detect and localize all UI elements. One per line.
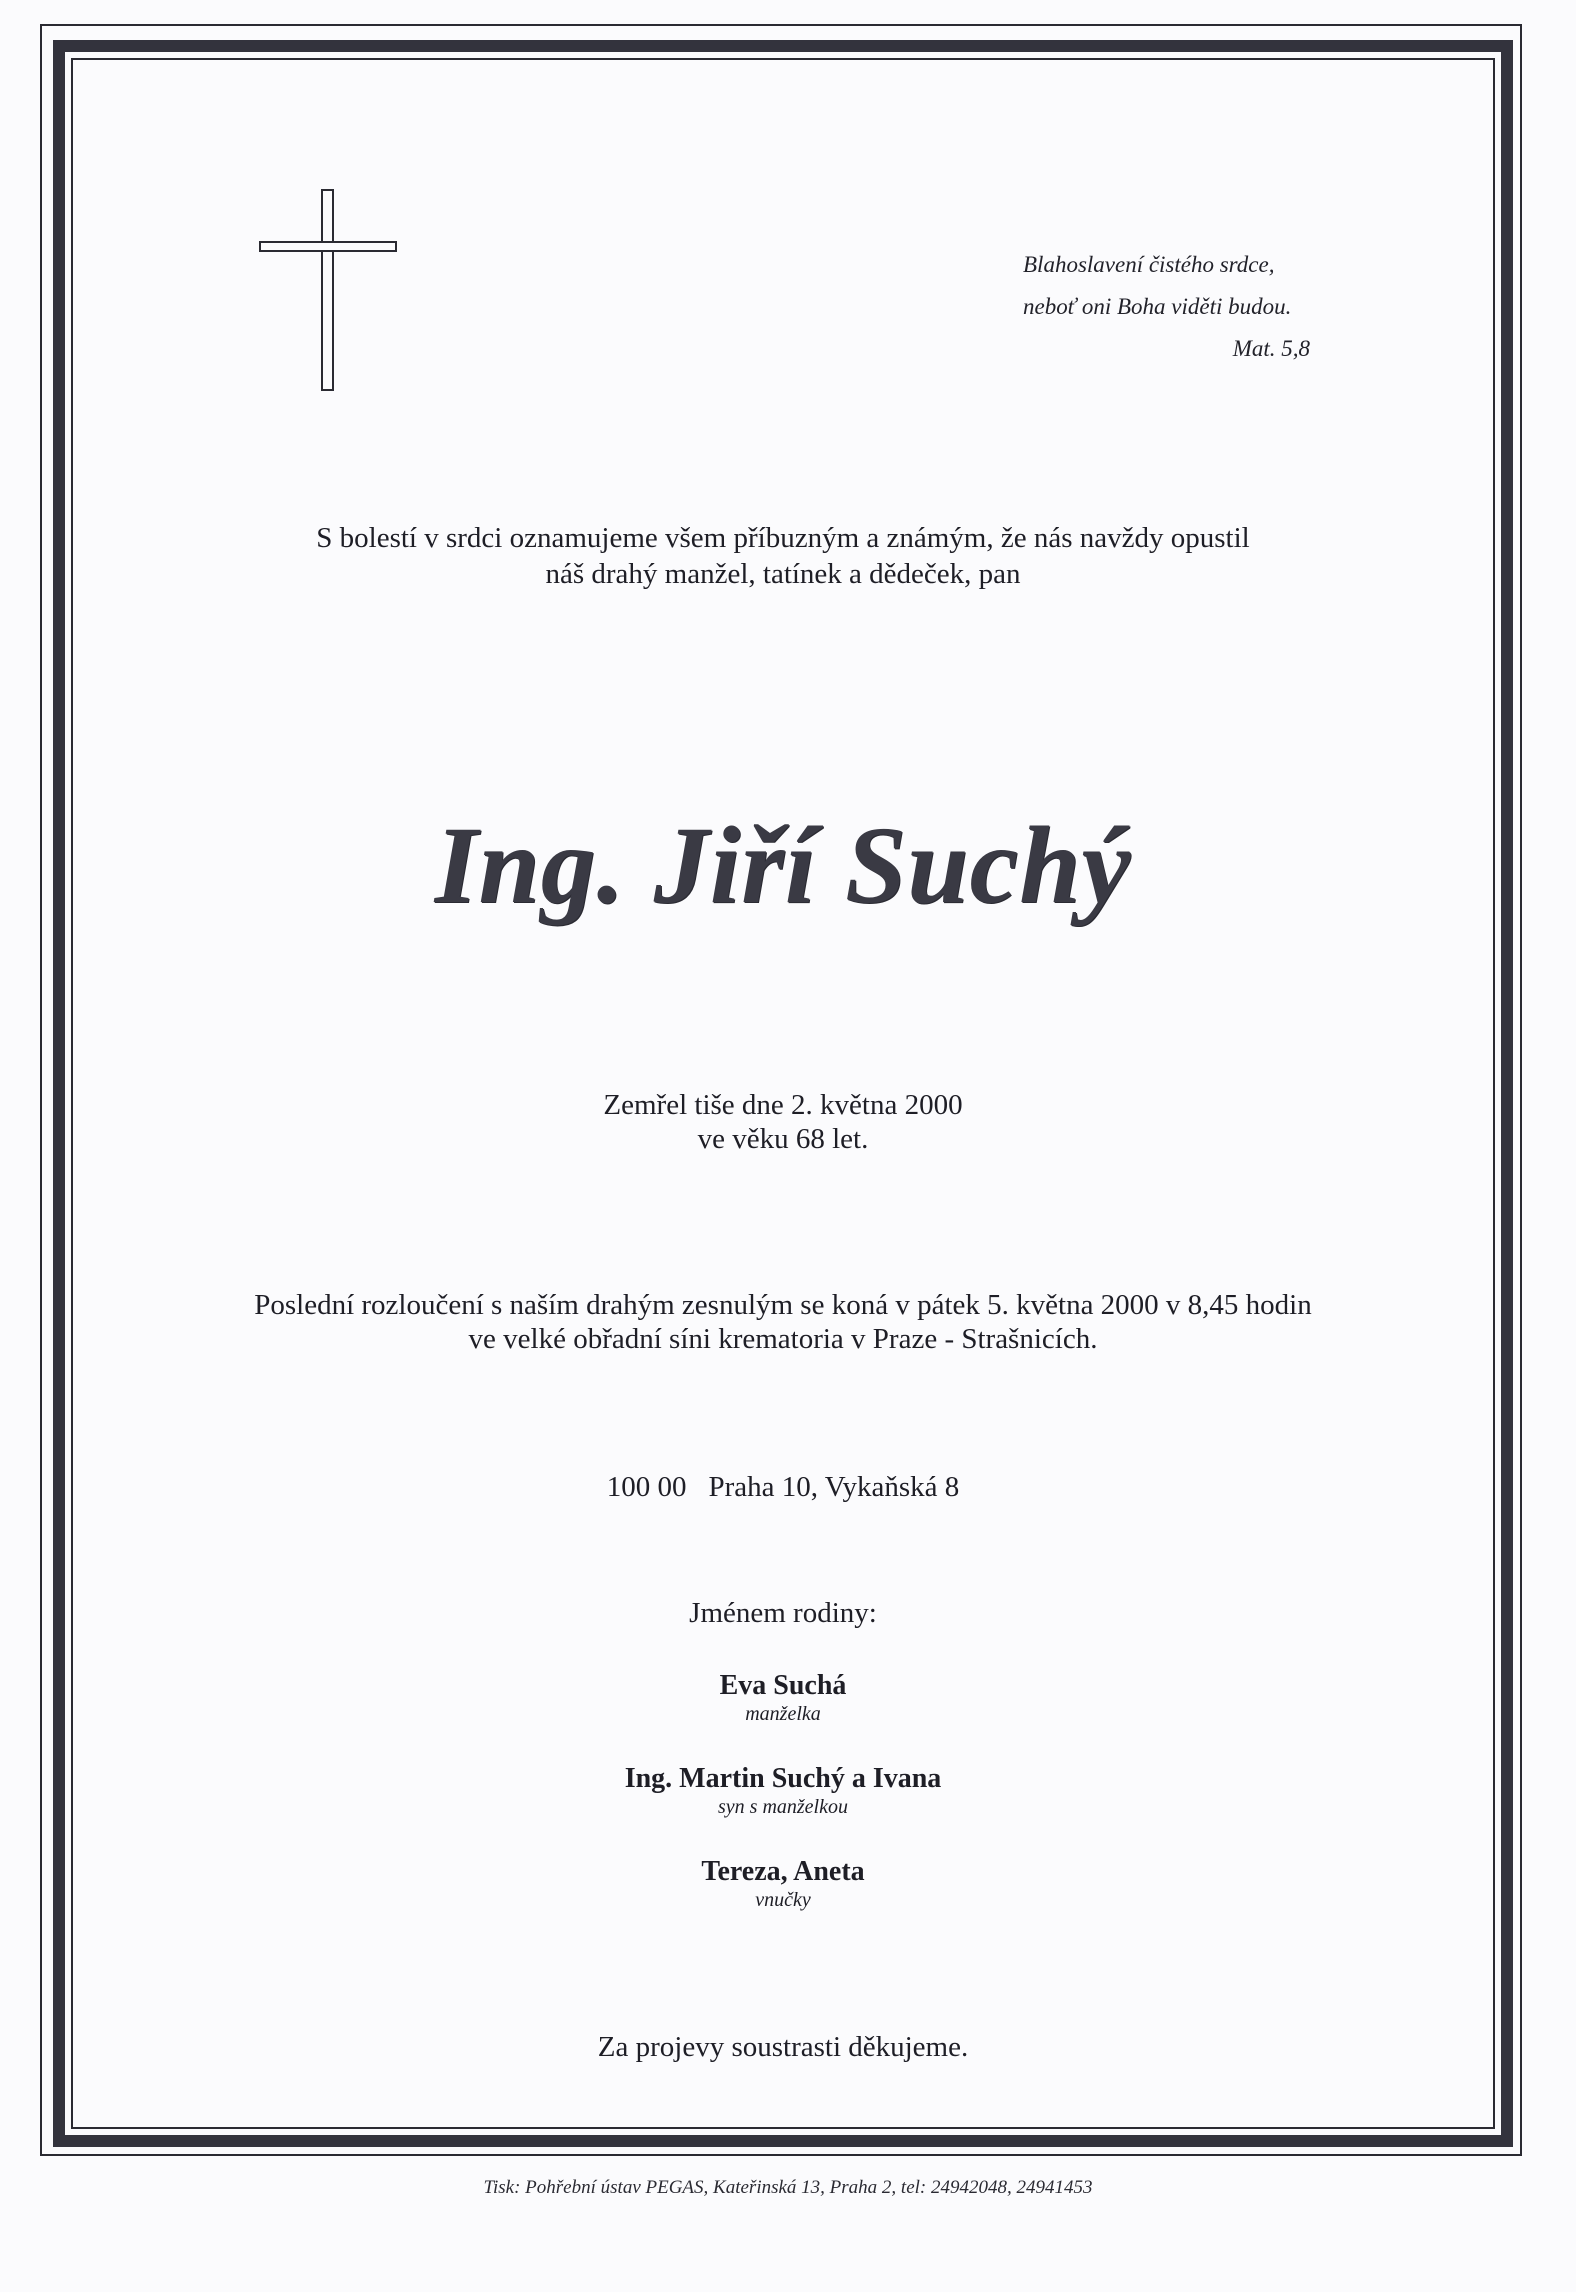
announcement-line: S bolestí v srdci oznamujeme všem příbuzným a známým, že nás navždy opustil: [316, 522, 1250, 554]
member-relation: manželka: [745, 1703, 821, 1725]
family-member: [71, 1856, 1495, 1912]
family-heading: Jménem rodiny:: [689, 1597, 877, 1629]
announcement-line: náš drahý manžel, tatínek a dědeček, pan: [545, 558, 1021, 590]
death-age: ve věku 68 let.: [697, 1123, 869, 1155]
printer-footer: Tisk: Pohřební ústav PEGAS, Kateřinská 13, Praha 2, tel: 24942048, 24941453: [483, 2177, 1093, 2198]
family-address: [71, 1470, 1495, 1504]
announcement: [71, 520, 1495, 592]
address-zip: 100 00: [606, 1471, 687, 1503]
member-relation: vnučky: [755, 1889, 811, 1911]
family-member: [71, 1670, 1495, 1726]
quote-line: neboť oni Boha viděti budou.: [1023, 294, 1292, 319]
farewell-line: Poslední rozloučení s naším drahým zesnulým se koná v pátek 5. května 2000 v 8,45 hodin: [254, 1289, 1312, 1321]
thanks-line: Za projevy soustrasti děkujeme.: [597, 2031, 969, 2063]
address-street: Praha 10, Vykaňská 8: [708, 1471, 960, 1503]
quote-reference: Mat. 5,8: [1232, 336, 1310, 361]
quote-line: Blahoslavení čistého srdce,: [1023, 252, 1275, 277]
member-name: Eva Suchá: [719, 1670, 847, 1701]
deceased-name: Ing. Jiří Suchý: [434, 804, 1132, 926]
cross-icon: [258, 188, 398, 392]
farewell-line: ve velké obřadní síni krematoria v Praze - Strašnicích.: [468, 1323, 1098, 1355]
bible-quote: [960, 244, 1330, 370]
farewell-info: [71, 1288, 1495, 1356]
death-notice: [71, 1088, 1495, 1156]
death-date: Zemřel tiše dne 2. května 2000: [603, 1089, 963, 1121]
member-name: Ing. Martin Suchý a Ivana: [624, 1763, 942, 1794]
family-member: [71, 1763, 1495, 1819]
member-name: Tereza, Aneta: [701, 1856, 865, 1887]
member-relation: syn s manželkou: [718, 1796, 848, 1818]
